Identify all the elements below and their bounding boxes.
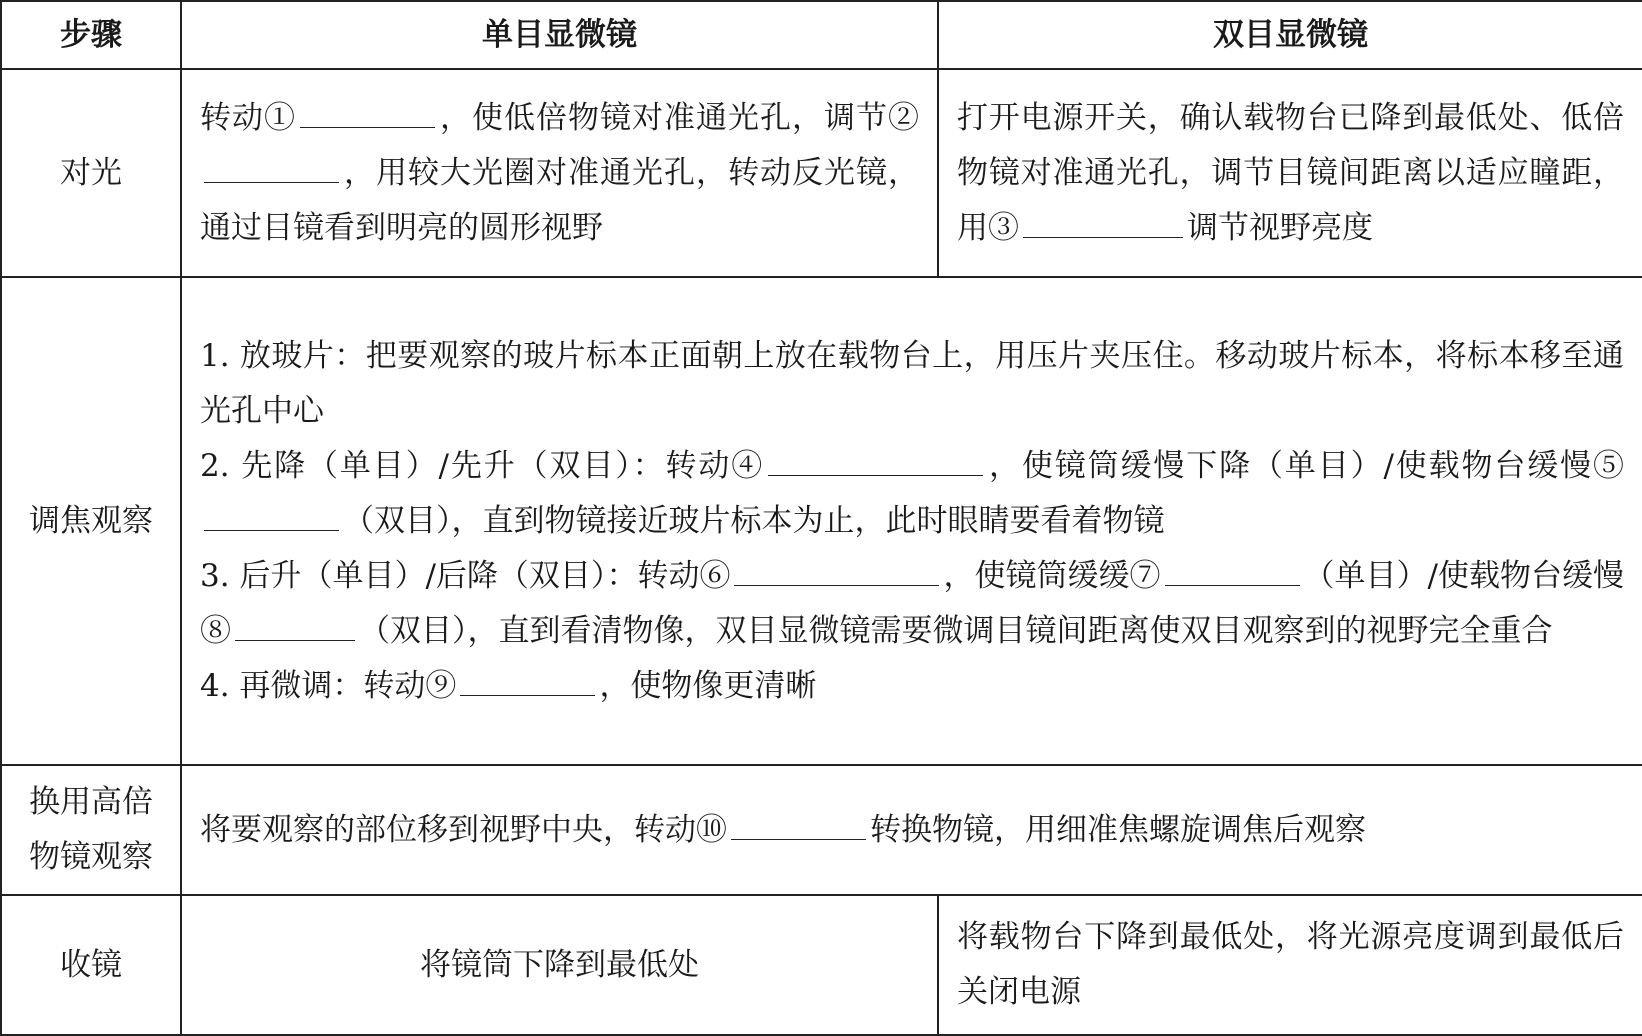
high-text-1: 将要观察的部位移到视野中央，转动⑩	[200, 811, 727, 848]
light-bino-text-2: 调节视野亮度	[1187, 209, 1373, 246]
light-bino-text-1: 打开电源开关，确认载物台已降到最低处、低倍物镜对准通光孔，调节目镜间距离以适应瞳距，用③	[957, 99, 1624, 246]
step-store: 收镜	[1, 895, 181, 1035]
step-light: 对光	[1, 69, 181, 277]
blank-5	[204, 500, 339, 531]
blank-2	[204, 152, 339, 183]
light-mono-text-2: ，使低倍物镜对准通光孔，调节②	[439, 99, 919, 136]
header-row	[1, 1, 1642, 69]
high-text-2: 转换物镜，用细准焦螺旋调焦后观察	[870, 811, 1366, 848]
step-focus: 调焦观察	[1, 277, 181, 765]
row-store	[1, 895, 1642, 1035]
blank-1	[300, 97, 435, 128]
blank-6	[734, 555, 939, 586]
focus-line-3a: 3. 后升（单目）/后降（双目）：转动⑥	[200, 557, 731, 594]
light-mono-text-3: ，用较大光圈对准通光孔，转动反光镜，通过目镜看到明亮的圆形视野	[200, 154, 919, 246]
focus-line-4b: ，使物像更清晰	[599, 667, 817, 704]
blank-3	[1023, 207, 1183, 238]
focus-line-2a: 2. 先降（单目）/先升（双目）：转动④	[200, 447, 765, 484]
light-mono-text-1: 转动①	[200, 99, 296, 136]
light-bino-cell	[938, 69, 1642, 277]
focus-line-1: 1. 放玻片：把要观察的玻片标本正面朝上放在载物台上，用压片夹压住。移动玻片标本，将标本移至通光孔中心	[200, 337, 1624, 429]
header-mono: 单目显微镜	[181, 1, 938, 69]
step-high	[1, 765, 181, 895]
focus-line-3	[200, 549, 1624, 659]
row-focus	[1, 277, 1642, 765]
step-high-line-1: 换用高倍	[29, 784, 153, 820]
focus-line-4a: 4. 再微调：转动⑨	[200, 667, 457, 704]
store-bino-cell: 将载物台下降到最低处，将光源亮度调到最低后关闭电源	[938, 895, 1642, 1035]
light-mono-cell	[181, 69, 938, 277]
header-bino: 双目显微镜	[938, 1, 1642, 69]
row-high	[1, 765, 1642, 895]
blank-10	[731, 809, 866, 840]
focus-line-3d: （双目），直到看清物像，双目显微镜需要微调目镜间距离使双目观察到的视野完全重合	[359, 612, 1553, 649]
blank-9	[460, 665, 595, 696]
focus-cell	[181, 277, 1642, 765]
focus-line-3b: ，使镜筒缓缓⑦	[943, 557, 1161, 594]
high-cell	[181, 765, 1642, 895]
blank-8	[235, 610, 355, 641]
focus-line-2b: ，使镜筒缓慢下降（单目）/使载物台缓慢⑤	[987, 447, 1624, 484]
step-high-line-2: 物镜观察	[29, 839, 153, 875]
row-light	[1, 69, 1642, 277]
blank-7	[1165, 555, 1300, 586]
store-mono-cell: 将镜筒下降到最低处	[181, 895, 938, 1035]
header-step: 步骤	[1, 1, 181, 69]
focus-line-3c: （单目）/使载物台缓慢⑧	[200, 557, 1625, 649]
focus-line-2c: （双目），直到物镜接近玻片标本为止，此时眼睛要看着物镜	[343, 502, 1165, 539]
focus-line-2	[200, 439, 1624, 549]
focus-line-4	[200, 659, 1624, 714]
blank-4	[768, 445, 983, 476]
